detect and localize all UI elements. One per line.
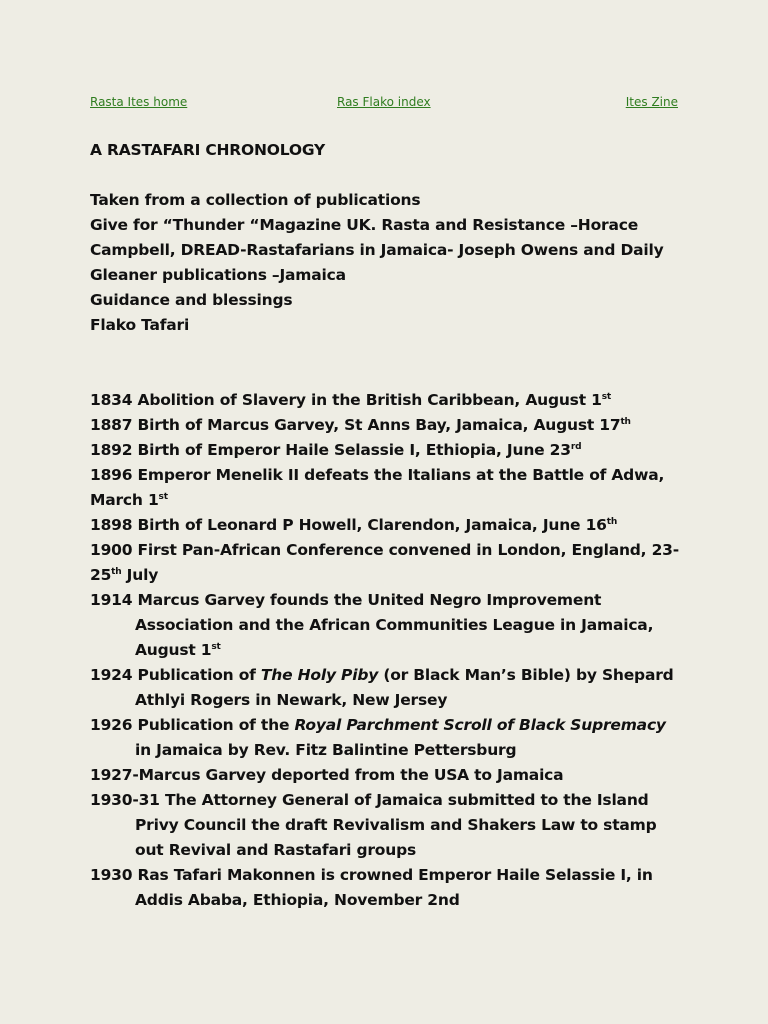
entry-year: 1930-31 <box>90 791 160 809</box>
nav-link-rasta-ites-home[interactable]: Rasta Ites home <box>90 95 188 109</box>
entry-text: Abolition of Slavery in the British Caribbean, August 1 <box>137 391 602 409</box>
entry-book-title: The Holy Piby <box>260 666 379 684</box>
entry-year: 1898 <box>90 516 133 534</box>
entry-text: The Attorney General of Jamaica submitted to the Island Privy Council the draft Revivalism and Shakers Law to stamp out Revival and Rastafari groups <box>135 791 657 859</box>
entry-text: Publication of the <box>137 716 295 734</box>
chronology-entry <box>90 438 680 463</box>
entry-year: 1926 <box>90 716 133 734</box>
entry-year: 1924 <box>90 666 133 684</box>
chronology-entry <box>90 463 680 513</box>
spacer <box>90 338 680 388</box>
entry-year: 1896 <box>90 466 133 484</box>
entry-text: Birth of Emperor Haile Selassie I, Ethiopia, June 23 <box>137 441 571 459</box>
entry-text: in Jamaica by Rev. Fitz Balintine Pettersburg <box>135 741 517 759</box>
entry-ordinal: st <box>601 392 611 402</box>
chronology-entry <box>90 763 680 788</box>
nav-link-ras-flako-index[interactable]: Ras Flako index <box>337 95 431 109</box>
chronology-entry <box>90 713 680 763</box>
entry-ordinal: th <box>606 517 618 527</box>
intro-line: Guidance and blessings <box>90 291 293 309</box>
entry-year: 1930 <box>90 866 133 884</box>
entry-text: Birth of Marcus Garvey, St Anns Bay, Jamaica, August 17 <box>137 416 621 434</box>
chronology-entry <box>90 588 680 663</box>
intro-signature: Flako Tafari <box>90 316 190 334</box>
entry-book-title: Royal Parchment Scroll of Black Supremacy <box>294 716 666 734</box>
entry-ordinal: th <box>620 417 631 427</box>
chronology-entry <box>90 663 680 713</box>
entry-text: (or Black Man’s Bible) by Shepard Athlyi Rogers in Newark, New Jersey <box>135 666 674 709</box>
entry-year: 1834 <box>90 391 133 409</box>
entry-text: July <box>121 566 159 584</box>
chronology-entry <box>90 513 680 538</box>
nav-bar <box>90 95 678 113</box>
chronology-entry <box>90 538 680 588</box>
entry-year: 1887 <box>90 416 133 434</box>
entry-text: First Pan-African Conference convened in London, England, 23-25 <box>90 541 679 584</box>
entry-text: Birth of Leonard P Howell, Clarendon, Jamaica, June 16 <box>137 516 607 534</box>
entry-text: Marcus Garvey founds the United Negro Improvement Association and the African Communities League in Jamaica, August 1 <box>135 591 654 659</box>
entry-text: Publication of <box>137 666 261 684</box>
entry-ordinal: st <box>158 492 168 502</box>
chronology-entry <box>90 413 680 438</box>
entry-ordinal: th <box>111 567 122 577</box>
chronology-entry <box>90 863 680 913</box>
entry-text: Emperor Menelik II defeats the Italians at the Battle of Adwa, March 1 <box>90 466 665 509</box>
intro-line: Give for “Thunder “Magazine UK. Rasta and Resistance –Horace Campbell, DREAD-Rastafarians in Jamaica- Joseph Owens and Daily Gleaner publications –Jamaica <box>90 216 664 284</box>
entry-year: 1900 <box>90 541 133 559</box>
entry-ordinal: st <box>211 642 221 652</box>
entry-text: Ras Tafari Makonnen is crowned Emperor Haile Selassie I, in Addis Ababa, Ethiopia, November 2nd <box>135 866 653 909</box>
chronology-entry <box>90 388 680 413</box>
entry-year: 1914 <box>90 591 133 609</box>
page-title: A RASTAFARI CHRONOLOGY <box>90 141 326 159</box>
entry-year: 1892 <box>90 441 133 459</box>
document-body <box>90 138 680 913</box>
entry-ordinal: rd <box>570 442 582 452</box>
chronology-entry <box>90 788 680 863</box>
entry-text: -Marcus Garvey deported from the USA to Jamaica <box>132 766 564 784</box>
intro-line: Taken from a collection of publications <box>90 191 421 209</box>
nav-link-ites-zine[interactable]: Ites Zine <box>625 95 678 109</box>
entry-year: 1927 <box>90 766 133 784</box>
